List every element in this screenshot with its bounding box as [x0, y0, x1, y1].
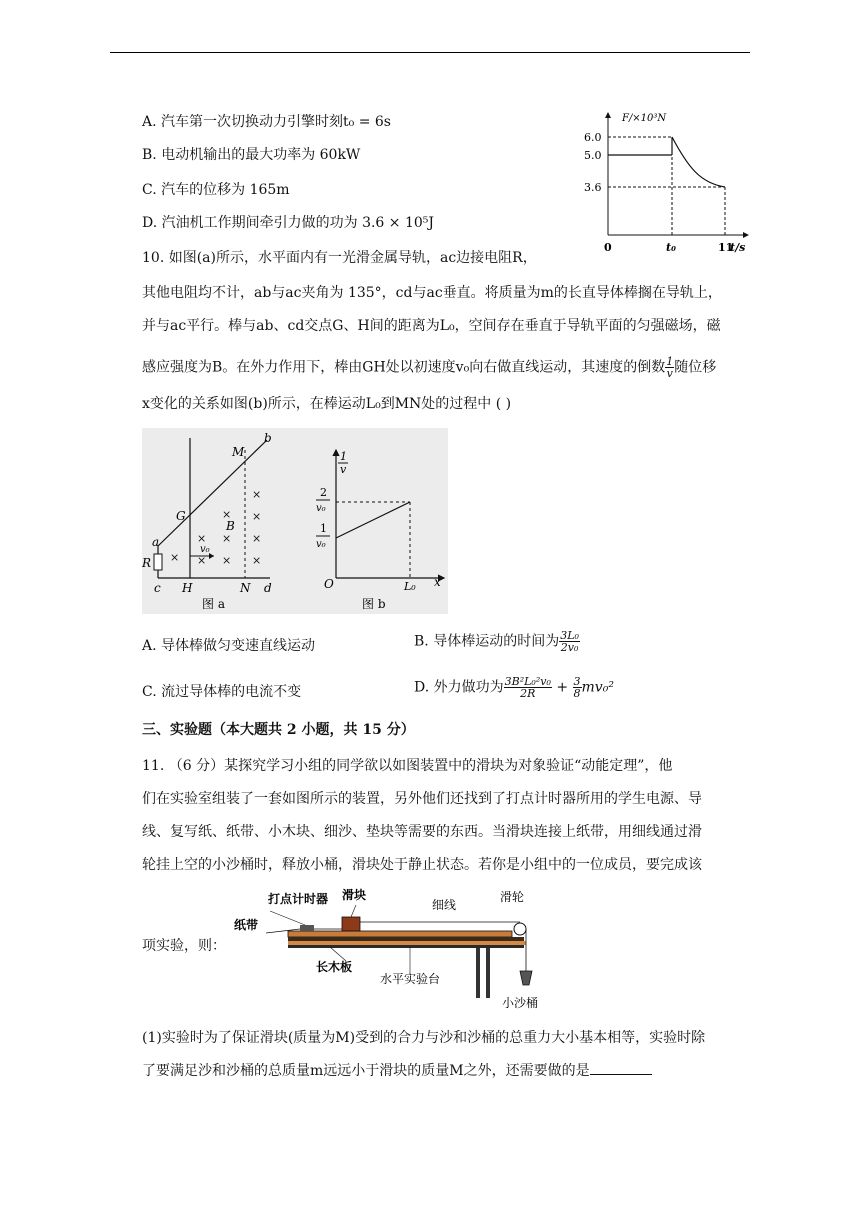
- option-d-fraction-2: $\frac{3}{8}$: [573, 675, 581, 700]
- q10-line-4: [142, 356, 716, 379]
- svg-text:×: ×: [197, 554, 207, 567]
- figure-b: [306, 428, 448, 614]
- reciprocal-v-fraction: $\frac{1}{v}$: [666, 355, 674, 380]
- tick-2-den: v₀: [316, 503, 326, 514]
- svg-text:×: ×: [252, 488, 262, 501]
- y-tick-6: 6.0: [584, 131, 602, 144]
- q11-sub1-line-1: (1)实验时为了保证滑块(质量为M)受到的合力与沙和沙桶的总重力大小基本相等，实验时除: [142, 1030, 706, 1046]
- option-b-fraction: $\frac{\text{3L₀}}{\text{2v₀}}$: [560, 629, 579, 654]
- y-tick-5: 5.0: [584, 149, 602, 162]
- caption-a: 图 a: [202, 597, 225, 611]
- option-d-tail: mv₀²: [581, 679, 614, 696]
- y-tick-3-6: 3.6: [584, 181, 602, 194]
- label-slider: 滑块: [342, 888, 367, 902]
- q10-line-4-text: 感应强度为B。在外力作用下，棒由GH处以初速度v₀向右做直线运动，其速度的倒数: [142, 359, 666, 376]
- label-d: d: [264, 581, 272, 595]
- option-d-fraction-1: $\frac{\text{3B²L₀²v₀}}{2R}$: [504, 675, 551, 700]
- q10-line-4-tail: 随位移: [674, 359, 717, 376]
- x-axis-label: t/s: [730, 241, 746, 254]
- answer-blank[interactable]: [590, 1060, 652, 1075]
- label-v0: v₀: [200, 544, 210, 555]
- tick-L0: L₀: [404, 580, 416, 593]
- slider-block: [342, 917, 360, 931]
- label-a: a: [152, 535, 160, 549]
- q9-option-c: C. 汽车的位移为 165m: [142, 182, 290, 198]
- q11-line-5: 项实验，则：: [142, 938, 226, 954]
- q10-line-2: 其他电阻均不计，ab与ac夹角为 135°，cd与ac垂直。将质量为m的长直导体棒搁在导轨上，: [142, 285, 722, 301]
- force-decay-curve: [672, 137, 725, 187]
- q10-line-5: x变化的关系如图(b)所示，在棒运动L₀到MN处的过程中 ( ): [142, 396, 512, 412]
- label-H: H: [182, 581, 193, 595]
- label-pulley: 滑轮: [500, 890, 525, 904]
- q10-line-3: 并与ac平行。棒与ab、cd交点G、H间的距离为L₀，空间存在垂直于导轨平面的匀强磁场，磁: [142, 318, 721, 334]
- x-tick-11: 11: [718, 241, 734, 254]
- label-timer: 打点计时器: [268, 892, 329, 906]
- q11-line-4: 轮挂上空的小沙桶时，释放小桶，滑块处于静止状态。若你是小组中的一位成员，要完成该: [142, 857, 702, 873]
- label-table: 水平实验台: [380, 972, 441, 986]
- x-tick-0: 0: [604, 241, 612, 254]
- label-string: 细线: [432, 898, 457, 912]
- y-axis-label: F/×10³N: [622, 113, 667, 124]
- x-tick-t0: t₀: [666, 241, 676, 254]
- svg-text:×: ×: [222, 508, 232, 521]
- option-d-plus: +: [551, 679, 573, 696]
- svg-text:×: ×: [252, 510, 262, 523]
- label-tape: 纸带: [234, 918, 259, 932]
- y-label-den: v: [340, 463, 347, 476]
- svg-text:×: ×: [197, 532, 207, 545]
- q11-line-2: 们在实验室组装了一套如图所示的装置，另外他们还找到了打点计时器所用的学生电源、导: [142, 791, 702, 807]
- svg-text:×: ×: [222, 554, 232, 567]
- header-rule: [110, 52, 750, 53]
- apparatus-figure: [230, 885, 546, 1015]
- q10-option-b-text: B. 导体棒运动的时间为: [414, 633, 560, 650]
- tick-2-num: 2: [320, 486, 327, 499]
- pulley-wheel: [514, 923, 526, 935]
- svg-text:×: ×: [252, 532, 262, 545]
- q10-option-a: A. 导体棒做匀变速直线运动: [142, 638, 316, 654]
- q10-line-1: 10. 如图(a)所示，水平面内有一光滑金属导轨，ac边接电阻R，: [142, 250, 537, 266]
- q10-option-c: C. 流过导体棒的电流不变: [142, 684, 302, 700]
- force-time-graph: [580, 105, 760, 255]
- sand-bucket: [520, 971, 532, 985]
- svg-text:×: ×: [252, 554, 262, 567]
- label-B: B: [226, 519, 235, 533]
- caption-b: 图 b: [362, 597, 386, 611]
- label-b: b: [264, 431, 272, 445]
- label-R: R: [142, 556, 152, 570]
- label-bucket: 小沙桶: [502, 996, 539, 1010]
- q10-option-b: [414, 630, 580, 653]
- q9-option-d: D. 汽油机工作期间牵引力做的功为 3.6 × 10⁵J: [142, 215, 435, 231]
- label-N: N: [240, 581, 251, 595]
- svg-text:×: ×: [170, 551, 180, 564]
- timer-device: [300, 925, 314, 931]
- svg-text:×: ×: [222, 532, 232, 545]
- long-board: [288, 931, 512, 937]
- figure-a: [142, 428, 302, 614]
- label-board: 长木板: [316, 960, 353, 974]
- q9-option-b: B. 电动机输出的最大功率为 60kW: [142, 147, 361, 163]
- origin-label: O: [324, 577, 334, 591]
- label-M: M: [232, 445, 245, 459]
- tick-1-den: v₀: [316, 539, 326, 550]
- q10-option-d: [414, 676, 614, 699]
- reciprocal-v-line: [336, 502, 410, 538]
- q10-option-d-text: D. 外力做功为: [414, 679, 504, 696]
- section-3-heading: 三、实验题（本大题共 2 小题，共 15 分）: [142, 722, 415, 738]
- q11-line-1: 11. （6 分）某探究学习小组的同学欲以如图装置中的滑块为对象验证“动能定理”，他: [142, 758, 673, 774]
- tick-1-num: 1: [320, 522, 327, 535]
- q11-line-3: 线、复写纸、纸带、小木块、细沙、垫块等需要的东西。当滑块连接上纸带，用细线通过滑: [142, 824, 702, 840]
- q11-sub1-line-2: [142, 1060, 652, 1081]
- x-label: x: [434, 575, 441, 589]
- label-G: G: [176, 509, 186, 523]
- label-c: c: [154, 581, 161, 595]
- q9-option-a: A. 汽车第一次切换动力引擎时刻t₀ = 6s: [142, 114, 391, 130]
- q11-sub1-line-2-text: 了要满足沙和沙桶的总质量m远远小于滑块的质量M之外，还需要做的是: [142, 1063, 590, 1079]
- y-label-num: 1: [340, 450, 347, 463]
